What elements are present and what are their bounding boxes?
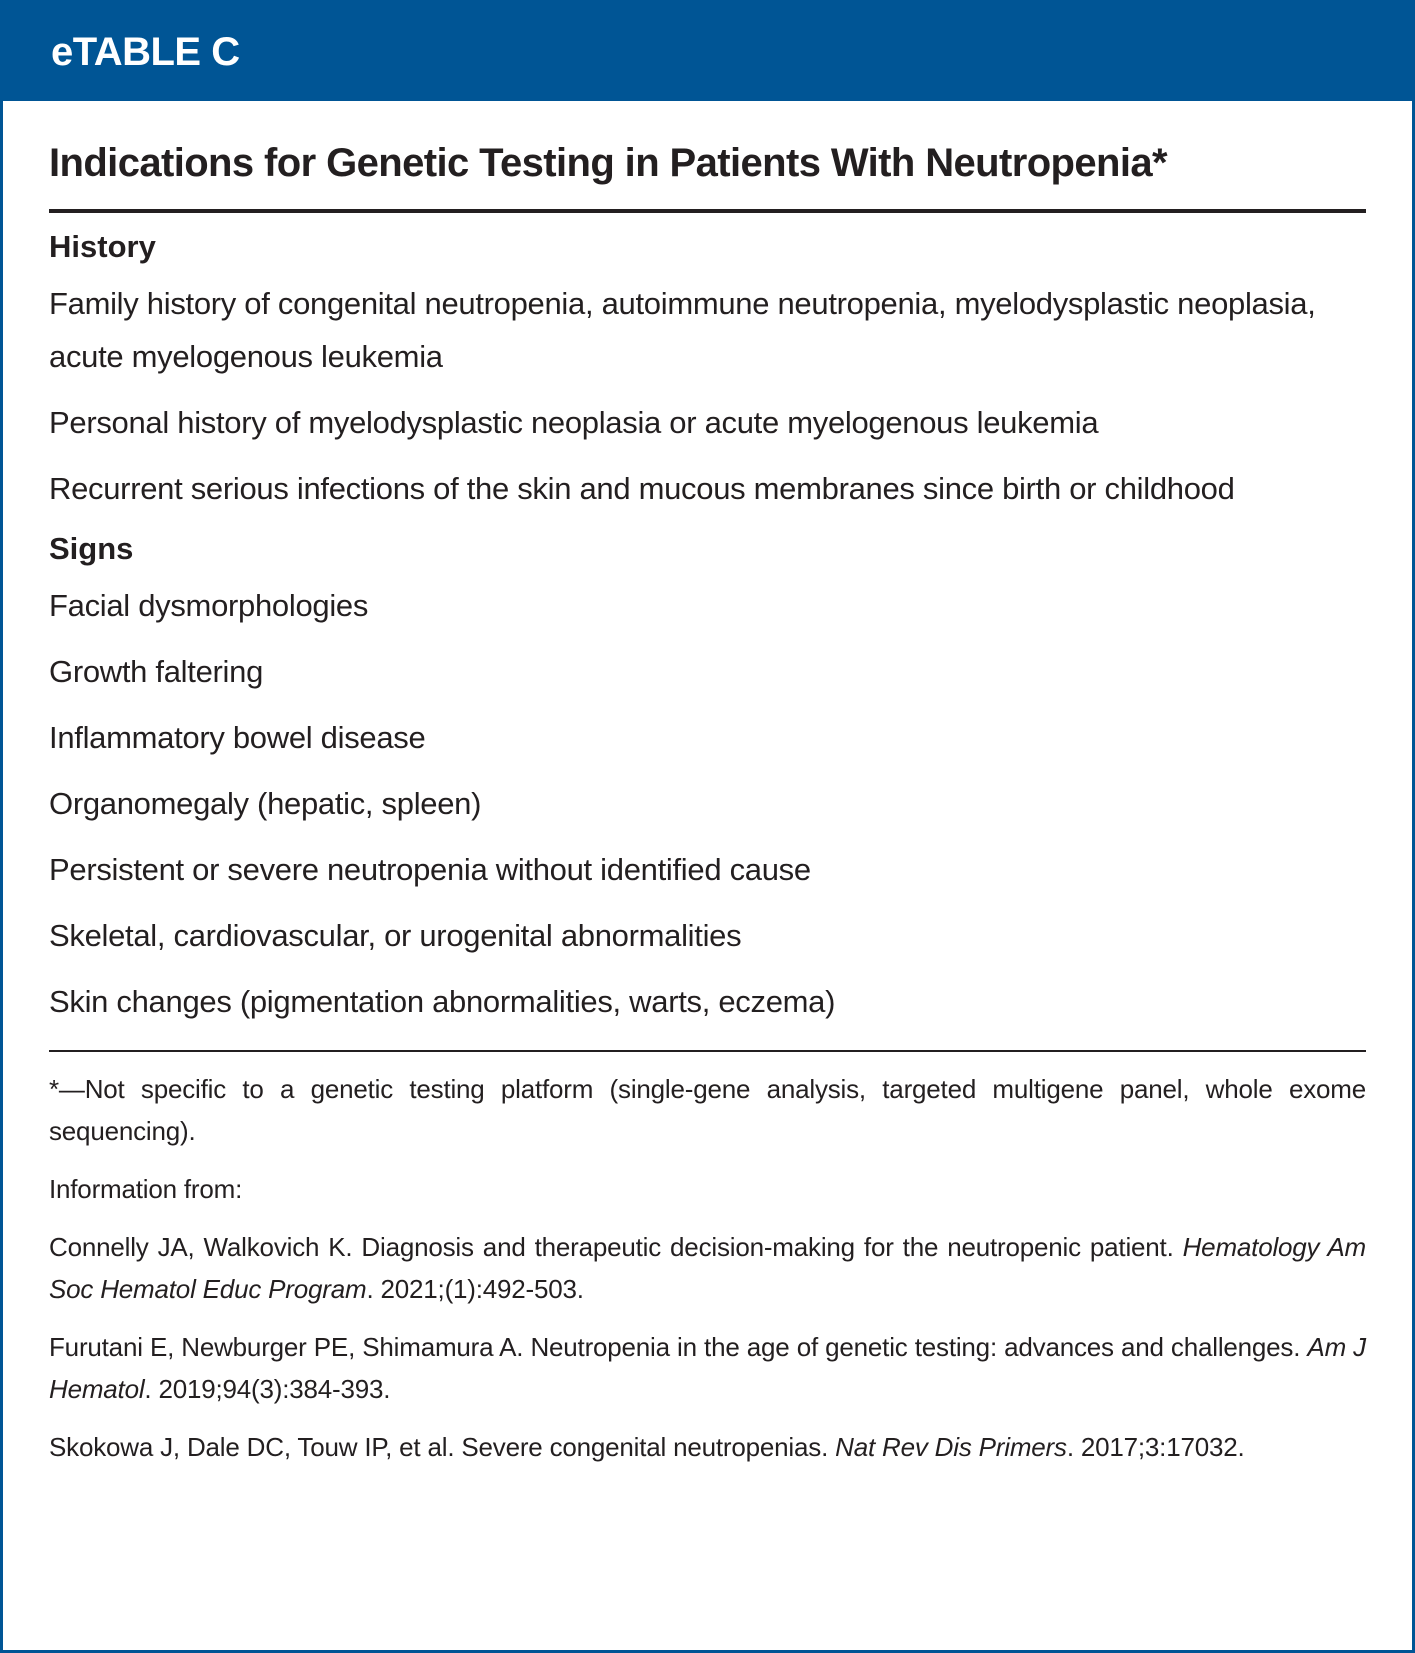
list-item: Organomegaly (hepatic, spleen) [49,786,482,821]
reference-citation: . 2019;94(3):384-393. [144,1374,391,1404]
table-label: eTABLE C [51,29,240,74]
list-item: Family history of congenital neutropenia, autoimmune neutropenia, myelodysplastic neoplasia, acute myelogenous leukemia [49,286,1316,374]
reference-text: Furutani E, Newburger PE, Shimamura A. Neutropenia in the age of genetic testing: advances and challenges. [49,1332,1308,1362]
reference-text: Skokowa J, Dale DC, Touw IP, et al. Severe congenital neutropenias. [49,1432,836,1462]
section-heading-history: History [49,229,156,264]
table-title: Indications for Genetic Testing in Patients With Neutropenia* [49,141,1167,185]
reference-journal: Nat Rev Dis Primers [835,1432,1067,1462]
list-item: Recurrent serious infections of the skin and mucous membranes since birth or childhood [49,471,1235,506]
list-item: Persistent or severe neutropenia without identified cause [49,852,811,887]
reference-text: Connelly JA, Walkovich K. Diagnosis and therapeutic decision-making for the neutropenic patient. [49,1232,1183,1262]
table-label-banner [3,3,1412,101]
reference [49,1226,1366,1310]
list-item: Skeletal, cardiovascular, or urogenital abnormalities [49,918,742,953]
list-item: Growth faltering [49,654,264,689]
title-rule [49,209,1366,213]
reference [49,1426,1366,1468]
list-item: Personal history of myelodysplastic neoplasia or acute myelogenous leukemia [49,405,1099,440]
list-item: Inflammatory bowel disease [49,720,426,755]
reference-citation: . 2021;(1):492-503. [366,1274,584,1304]
reference-journal: Am J Hematol [49,1332,1366,1404]
info-label: Information from: [49,1174,243,1204]
reference-journal: Hematology Am Soc Hematol Educ Program [49,1232,1366,1304]
reference [49,1326,1366,1410]
list-item: Facial dysmorphologies [49,588,369,623]
footnote: *—Not specific to a genetic testing platform (single-gene analysis, targeted multigene panel, whole exome sequencing). [49,1074,1366,1146]
footer-rule [49,1050,1366,1052]
section-heading-signs: Signs [49,531,134,566]
reference-citation: . 2017;3:17032. [1066,1432,1245,1462]
list-item: Skin changes (pigmentation abnormalities, warts, eczema) [49,984,836,1019]
table-body [49,101,1366,1468]
